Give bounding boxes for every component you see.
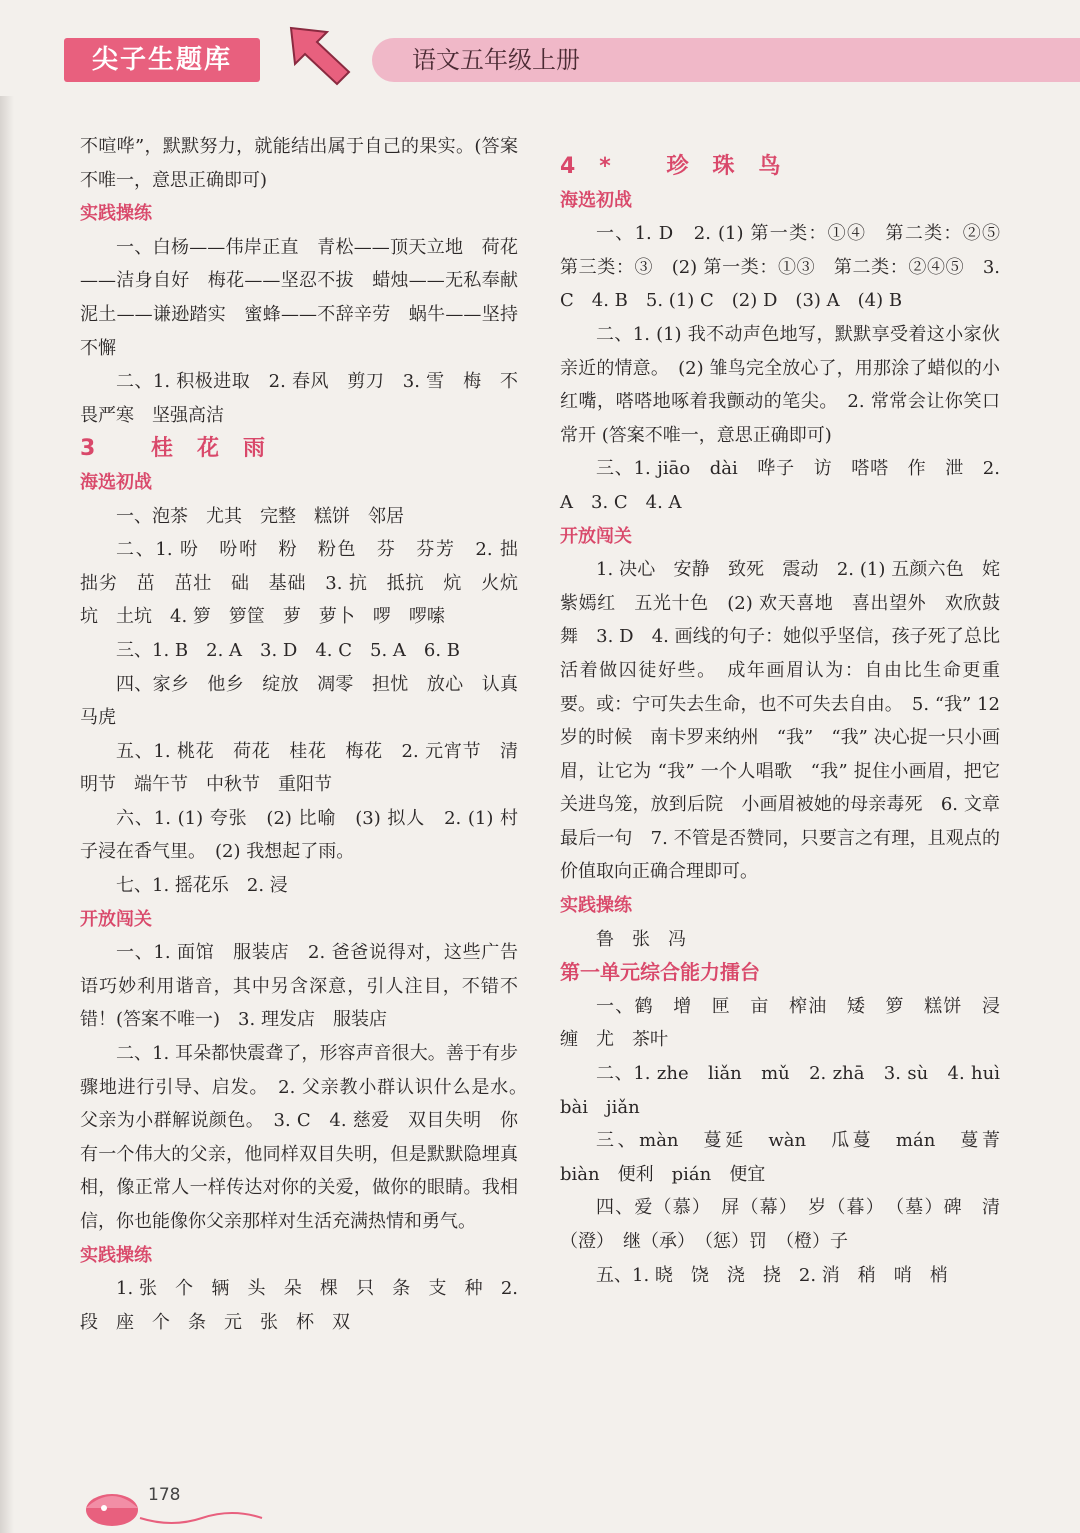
right-column: [560, 150, 1018, 1292]
answer-paragraph: 二、1. 吩 吩咐 粉 粉色 芬 芬芳 2. 拙 拙劣 茁 茁壮 础 基础 3. 抗 抵抗 炕 火炕 坑 土坑 4. 箩 箩筐 萝 萝卜 啰 啰嗦: [80, 539, 536, 628]
answer-paragraph: 一、鹤 增 匣 亩 榨油 矮 箩 糕饼 浸 缠 尤 茶叶: [560, 995, 1018, 1051]
chapter-title: 3 桂花雨: [80, 436, 289, 462]
answer-paragraph: 三、1. B 2. A 3. D 4. C 5. A 6. B: [116, 639, 461, 661]
section-heading: 实践操练: [80, 1244, 152, 1266]
whale-mascot-icon: [82, 1474, 282, 1530]
answer-paragraph: 1. 决心 安静 致死 震动 2. (1) 五颜六色 姹紫嫣红 五光十色 (2) 欢天喜地 喜出望外 欢欣鼓舞 3. D 4. 画线的句子：她似乎坚信，孩子死了总比活着做囚徒好些。 成年画眉认为：自由比生命更重要。或：宁可失去生命，也不可失去自由。 5. “我” 12 岁的时候 南卡罗来纳州 “我” “我” 决心捉一只小画眉，让它为 “我” 一个人唱歌 “我” 捉住小画眉，把它关进鸟笼，放到后院 小画眉被她的母亲毒死 6. 文章最后一句 7. 不管是否赞同，只要言之有理，且观点的价值取向正确合理即可。: [560, 559, 1000, 883]
answer-paragraph: 六、1. (1) 夸张 (2) 比喻 (3) 拟人 2. (1) 村子浸在香气里。 (2) 我想起了雨。: [80, 807, 518, 863]
section-heading: 开放闯关: [80, 908, 152, 930]
chapter-title: 4* 珍珠鸟: [560, 154, 805, 179]
answer-paragraph: 1. 张 个 辆 头 朵 棵 只 条 支 种 2. 段 座 个 条 元 张 杯 双: [80, 1278, 518, 1333]
answer-paragraph: 一、1. 面馆 服装店 2. 爸爸说得对，这些广告语巧妙利用谐音，其中另含深意，引人注目，不错不错！(答案不唯一) 3. 理发店 服装店: [80, 942, 518, 1031]
answer-paragraph: 一、1. D 2. (1) 第一类：①④ 第二类：②⑤ 第三类：③ (2) 第一类：①③ 第二类：②④⑤ 3. C 4. B 5. (1) C (2) D (3) A (4) B: [560, 223, 1018, 312]
answer-paragraph: 四、家乡 他乡 绽放 凋零 担忧 放心 认真 马虎: [80, 673, 536, 729]
book-title-bar: [372, 38, 1080, 82]
arrow-icon: [285, 22, 353, 88]
answer-paragraph: 鲁 张 冯: [596, 928, 686, 950]
unit-title: 第一单元综合能力擂台: [560, 960, 760, 985]
answer-paragraph: 一、泡茶 尤其 完整 糕饼 邻居: [116, 505, 404, 527]
answer-paragraph: 二、1. (1) 我不动声色地写，默默享受着这小家伙亲近的情意。 (2) 雏鸟完全放心了，用那涂了蜡似的小红嘴，嗒嗒地啄着我颤动的笔尖。 2. 常常会让你笑口常开 (答案不唯一，意思正确即可): [560, 323, 1000, 446]
page-number: 178: [148, 1485, 181, 1505]
left-column: [80, 130, 536, 1339]
page-header: [0, 0, 1080, 96]
answer-paragraph: 二、1. 积极进取 2. 春风 剪刀 3. 雪 梅 不畏严寒 坚强高洁: [80, 371, 518, 426]
answer-paragraph: 五、1. 晓 饶 浇 挠 2. 消 稍 哨 梢: [596, 1264, 948, 1286]
section-heading: 海选初战: [560, 189, 632, 211]
answer-paragraph: 五、1. 桃花 荷花 桂花 梅花 2. 元宵节 清明节 端午节 中秋节 重阳节: [80, 740, 518, 796]
section-heading: 实践操练: [80, 203, 152, 225]
answer-paragraph: 二、1. zhe liǎn mǔ 2. zhā 3. sù 4. huì bài jiǎn: [560, 1063, 1018, 1118]
page-fold-shadow: [0, 96, 14, 1533]
answer-paragraph: 不喧哗”，默默努力，就能结出属于自己的果实。(答案不唯一，意思正确即可): [80, 136, 518, 191]
brand-label: 尖子生题库: [64, 38, 260, 82]
answer-paragraph: 一、白杨——伟岸正直 青松——顶天立地 荷花——洁身自好 梅花——坚忍不拔 蜡烛——无私奉献 泥土——谦逊踏实 蜜蜂——不辞辛劳 蜗牛——坚持不懈: [80, 236, 536, 359]
answer-paragraph: 七、1. 摇花乐 2. 浸: [116, 875, 288, 897]
answer-paragraph: 三、1. jiāo dài 哗子 访 嗒嗒 作 泄 2. A 3. C 4. A: [560, 458, 1000, 513]
answer-paragraph: 三、màn 蔓延 wàn 瓜蔓 mán 蔓菁 biàn 便利 pián 便宜: [560, 1130, 1018, 1185]
section-heading: 海选初战: [80, 471, 152, 493]
book-title: 语文五年级上册: [412, 46, 580, 74]
answer-paragraph: 二、1. 耳朵都快震聋了，形容声音很大。善于有步骤地进行引导、启发。 2. 父亲教小群认识什么是水。 父亲为小群解说颜色。 3. C 4. 慈爱 双目失明 你有一个伟大的父亲，他同样双目失明，但是默默隐埋真相，像正常人一样传达对你的关爱，做你的眼睛。我相信，你也能像你父亲那样对生活充满热情和勇气。: [80, 1043, 536, 1232]
section-heading: 实践操练: [560, 895, 632, 917]
answer-paragraph: 四、爱（慕） 屏（幕） 岁（暮） （墓）碑 清（澄） 继（承） （惩）罚 （橙）子: [560, 1197, 1000, 1252]
section-heading: 开放闯关: [560, 525, 632, 547]
